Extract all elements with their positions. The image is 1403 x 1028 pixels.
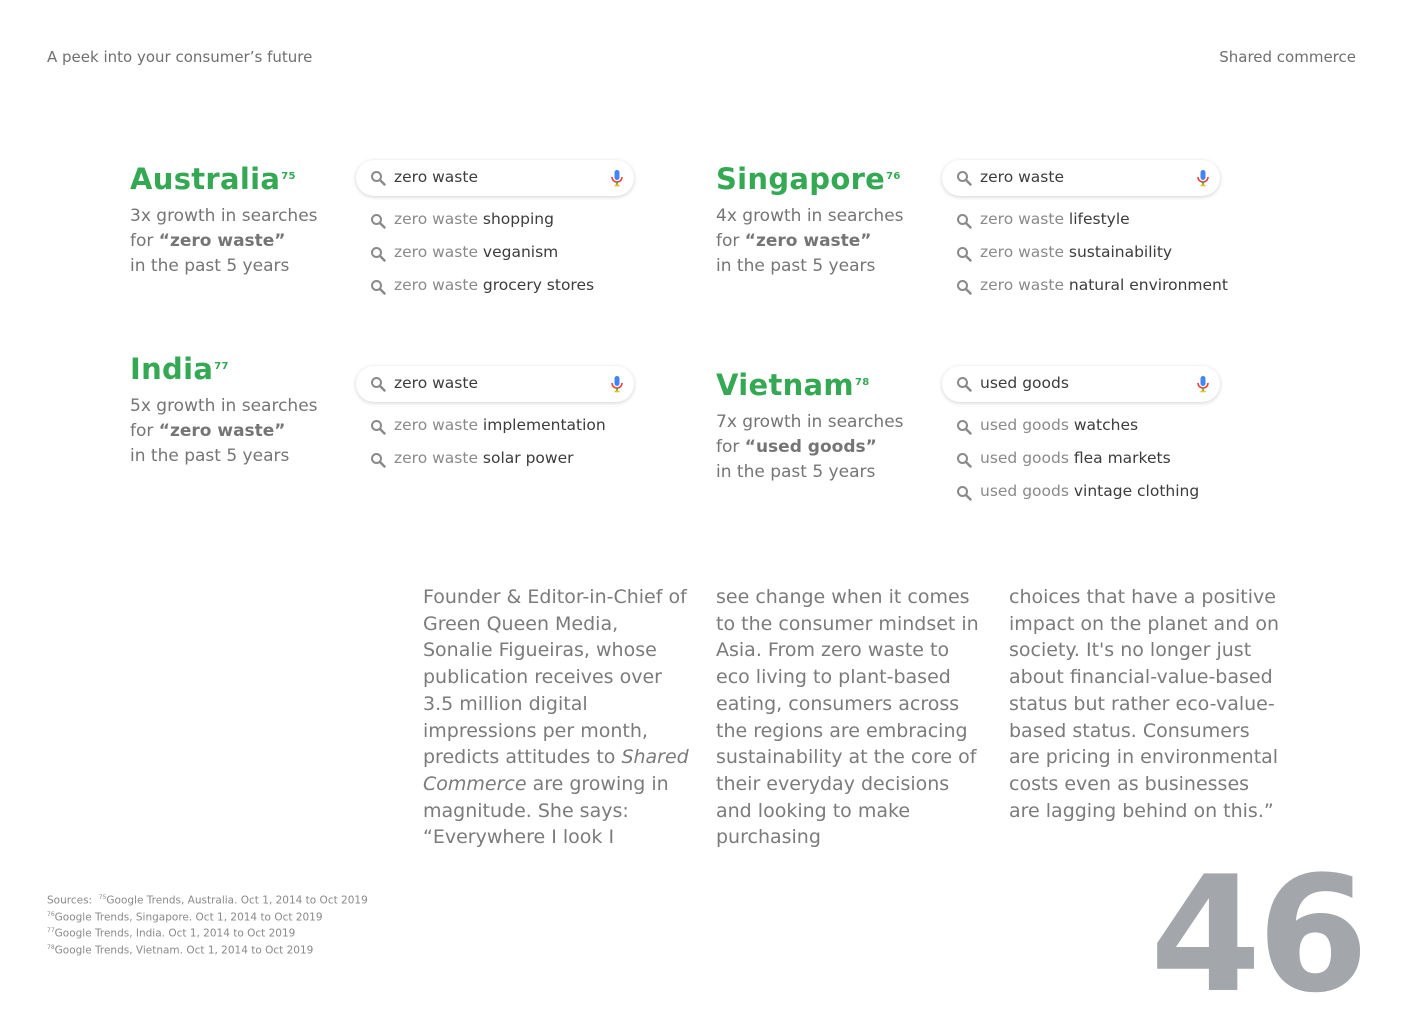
suggestion-list — [356, 207, 634, 306]
microphone-icon[interactable] — [610, 169, 624, 187]
quote-column-3: choices that have a positive impact on the planet and on society. It's no longer just about financial-value-based status but rather eco-value-based status. Consumers are pricing in environmental costs even as businesses are lagging behind on this.” — [1009, 586, 1280, 822]
suggestion-item[interactable]: zero waste grocery stores — [356, 273, 634, 306]
source-line: $^{77}$Google Trends, India. Oct 1, 2014 to Oct 2019 — [47, 927, 296, 940]
microphone-icon[interactable] — [610, 375, 624, 393]
region-title: Australia$^{75}$ — [130, 162, 296, 196]
footnote-ref: 77 — [214, 361, 229, 372]
suggestion-item[interactable]: zero waste solar power — [356, 446, 634, 479]
quote-column-1: Founder & Editor-in-Chief of Green Queen Media, Sonalie Figueiras, whose publication receives over 3.5 million digital impressions per month, predicts attitudes to Shared Commerce are growing in magnitude. She says: “Everywhere I look I — [423, 586, 689, 849]
quote-emphasis: Shared Commerce — [423, 746, 689, 795]
search-box[interactable] — [942, 160, 1220, 196]
region-singapore — [716, 164, 904, 279]
source-line: $^{76}$Google Trends, Singapore. Oct 1, 2014 to Oct 2019 — [47, 910, 323, 923]
region-india — [130, 354, 318, 469]
search-icon — [370, 246, 386, 262]
suggestion-item[interactable]: zero waste lifestyle — [942, 207, 1220, 240]
suggestion-list — [356, 413, 634, 479]
footnote-ref: 75 — [281, 171, 296, 182]
page-number: 46 — [1150, 841, 1365, 1028]
search-icon — [956, 246, 972, 262]
search-icon — [370, 213, 386, 229]
sources-footnotes — [47, 891, 368, 957]
region-description: 4x growth in searches for “zero waste” in the past 5 years — [716, 206, 904, 276]
source-line: Sources: $^{75}$Google Trends, Australia. Oct 1, 2014 to Oct 2019 — [47, 894, 368, 907]
suggestion-item[interactable]: zero waste sustainability — [942, 240, 1220, 273]
search-box[interactable] — [942, 366, 1220, 402]
search-term: “zero waste” — [158, 421, 286, 441]
search-query: zero waste — [394, 374, 478, 392]
search-widget-australia — [356, 160, 634, 306]
search-widget-vietnam — [942, 366, 1220, 512]
search-icon — [370, 170, 386, 186]
search-icon — [956, 170, 972, 186]
region-description: 7x growth in searches for “used goods” in the past 5 years — [716, 412, 904, 482]
search-icon — [956, 452, 972, 468]
search-icon — [370, 452, 386, 468]
region-australia — [130, 164, 318, 279]
footnote-ref: 76 — [886, 171, 901, 182]
search-term: “zero waste” — [744, 231, 872, 251]
suggestion-item[interactable]: used goods watches — [942, 413, 1220, 446]
suggestion-item[interactable]: zero waste shopping — [356, 207, 634, 240]
region-vietnam — [716, 370, 904, 485]
search-widget-india — [356, 366, 634, 479]
source-line: $^{78}$Google Trends, Vietnam. Oct 1, 2014 to Oct 2019 — [47, 943, 314, 956]
doc-chapter-label: Shared commerce — [1219, 48, 1356, 66]
search-icon — [370, 376, 386, 392]
region-description: 3x growth in searches for “zero waste” in the past 5 years — [130, 206, 318, 276]
suggestion-item[interactable]: zero waste implementation — [356, 413, 634, 446]
search-icon — [370, 419, 386, 435]
region-title: Vietnam$^{78}$ — [716, 368, 870, 402]
suggestion-list — [942, 207, 1228, 306]
microphone-icon[interactable] — [1196, 375, 1210, 393]
suggestion-item[interactable]: zero waste natural environment — [942, 273, 1220, 306]
suggestion-item[interactable]: zero waste veganism — [356, 240, 634, 273]
search-box[interactable] — [356, 160, 634, 196]
search-term: “zero waste” — [158, 231, 286, 251]
search-icon — [956, 279, 972, 295]
doc-section-label: A peek into your consumer’s future — [47, 48, 313, 66]
search-query: zero waste — [980, 168, 1064, 186]
search-icon — [370, 279, 386, 295]
suggestion-item[interactable]: used goods vintage clothing — [942, 479, 1220, 512]
quote-column-2: see change when it comes to the consumer mindset in Asia. From zero waste to eco living to plant-based eating, consumers across the regions are embracing sustainability at the core of their everyday decisions and looking to make purchasing — [716, 586, 979, 849]
footnote-ref: 78 — [854, 377, 870, 388]
region-description: 5x growth in searches for “zero waste” in the past 5 years — [130, 396, 318, 466]
search-query: zero waste — [394, 168, 478, 186]
search-query: used goods — [980, 374, 1069, 392]
suggestion-item[interactable]: used goods flea markets — [942, 446, 1220, 479]
suggestion-list — [942, 413, 1220, 512]
region-title: Singapore$^{76}$ — [716, 162, 901, 196]
search-icon — [956, 213, 972, 229]
microphone-icon[interactable] — [1196, 169, 1210, 187]
search-icon — [956, 376, 972, 392]
search-icon — [956, 485, 972, 501]
region-title: India$^{77}$ — [130, 352, 229, 386]
search-icon — [956, 419, 972, 435]
search-widget-singapore — [942, 160, 1228, 306]
search-box[interactable] — [356, 366, 634, 402]
search-term: “used goods” — [744, 437, 877, 457]
